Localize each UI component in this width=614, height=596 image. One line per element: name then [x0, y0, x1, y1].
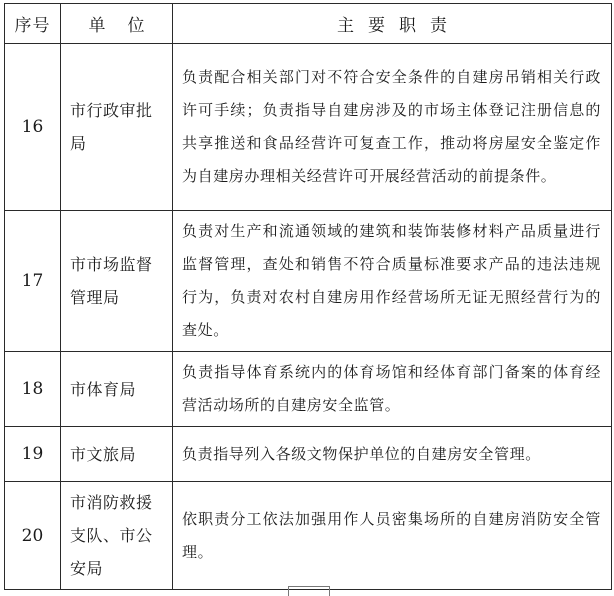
table-row — [5, 44, 612, 211]
row-unit: 市行政审批局 — [61, 44, 173, 211]
row-unit: 市市场监督管理局 — [61, 211, 173, 352]
table-row — [5, 211, 612, 352]
row-number: 19 — [5, 427, 61, 482]
row-duty: 依职责分工依法加强用作人员密集场所的自建房消防安全管理。 — [173, 482, 612, 590]
row-unit: 市文旅局 — [61, 427, 173, 482]
responsibility-table — [4, 3, 612, 590]
row-number: 20 — [5, 482, 61, 590]
row-number: 16 — [5, 44, 61, 211]
row-number: 18 — [5, 352, 61, 427]
row-number: 17 — [5, 211, 61, 352]
row-duty: 负责指导列入各级文物保护单位的自建房安全管理。 — [173, 427, 612, 482]
row-duty: 负责对生产和流通领域的建筑和装饰装修材料产品质量进行监督管理，查处和销售不符合质量标准要求产品的违法违规行为，负责对农村自建房用作经营场所无证无照经营行为的查处。 — [173, 211, 612, 352]
table-row — [5, 352, 612, 427]
row-duty: 负责配合相关部门对不符合安全条件的自建房吊销相关行政许可手续；负责指导自建房涉及的市场主体登记注册信息的共享推送和食品经营许可复查工作，推动将房屋安全鉴定作为自建房办理相关经营许可开展经营活动的前提条件。 — [173, 44, 612, 211]
table-row — [5, 427, 612, 482]
header-duty: 主要职责 — [173, 4, 612, 44]
table-row — [5, 482, 612, 590]
row-unit: 市体育局 — [61, 352, 173, 427]
header-unit: 单位 — [61, 4, 173, 44]
row-unit: 市消防救援支队、市公安局 — [61, 482, 173, 590]
row-duty: 负责指导体育系统内的体育场馆和经体育部门备案的体育经营活动场所的自建房安全监管。 — [173, 352, 612, 427]
header-no: 序号 — [5, 4, 61, 44]
header-row — [5, 4, 612, 44]
